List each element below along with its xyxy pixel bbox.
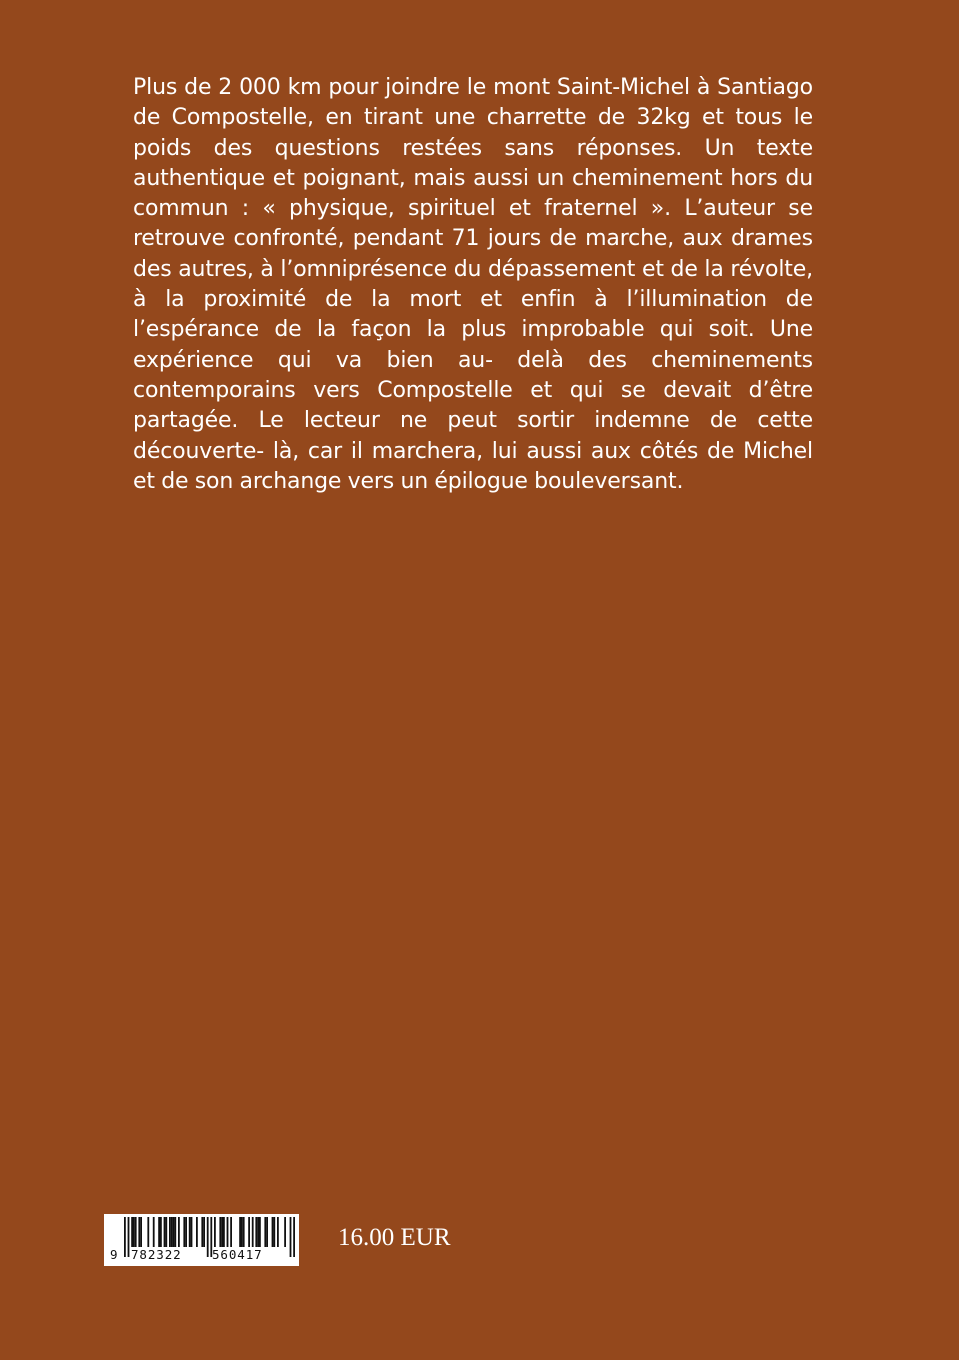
- barcode-bar: [221, 1217, 223, 1247]
- barcode-bar: [252, 1217, 254, 1247]
- barcode-bar: [257, 1217, 259, 1247]
- barcode-bar: [223, 1217, 225, 1247]
- barcode-bar: [183, 1217, 185, 1247]
- barcode-bar: [189, 1217, 191, 1247]
- barcode-left-digits: 782322: [131, 1247, 182, 1262]
- price-label: 16.00 EUR: [338, 1224, 451, 1251]
- barcode-bar: [239, 1217, 241, 1247]
- barcode-bar: [293, 1217, 295, 1257]
- barcode-bar: [128, 1217, 130, 1257]
- barcode-bar: [133, 1217, 135, 1247]
- barcode-bar: [290, 1217, 292, 1257]
- barcode-bar: [214, 1217, 216, 1247]
- barcode-bar: [165, 1217, 167, 1247]
- barcode-bar: [174, 1217, 176, 1247]
- barcode-bar: [264, 1217, 266, 1247]
- barcode-bar: [207, 1217, 209, 1257]
- barcode-bar: [203, 1217, 205, 1247]
- barcode-bar: [153, 1217, 155, 1247]
- barcode-bar: [243, 1217, 245, 1247]
- barcode-bar: [160, 1217, 162, 1247]
- barcode-bar: [255, 1217, 257, 1247]
- barcode-bar: [169, 1217, 171, 1247]
- barcode-bar: [140, 1217, 142, 1247]
- barcode-bar: [277, 1217, 279, 1247]
- blurb-text: Plus de 2 000 km pour joindre le mont Saint-Michel à Santiago de Compostelle, en tirant une charrette de 32kg et tous le poids des questions restées sans réponses. Un texte authentique et poignant, mais aussi un cheminement hors du commun : « physique, spirituel et fraternel ». L’auteur se retrouve confronté, pendant 71 jours de marche, aux drames des autres, à l’omniprésence du dépassement et de la révolte, à la proximité de la mort et enfin à l’illumination de l’espérance de la façon la plus improbable qui soit. Une expérience qui va bien au- delà des cheminements contemporains vers Compostelle et qui se devait d’être partagée. Le lecteur ne peut sortir indemne de cette découverte- là, car il marchera, lui aussi aux côtés de Michel et de son archange vers un épilogue bouleversant.: [133, 75, 813, 494]
- barcode-bar: [272, 1217, 274, 1247]
- barcode-bar: [185, 1217, 187, 1247]
- barcode-bar: [173, 1217, 175, 1247]
- barcode-bar: [171, 1217, 173, 1247]
- barcode-bar: [273, 1217, 275, 1247]
- barcode-lead-digit: 9: [110, 1247, 118, 1262]
- barcode-bar: [196, 1217, 198, 1247]
- barcode-bar: [248, 1217, 250, 1247]
- barcode-right-digits: 560417: [212, 1247, 263, 1262]
- barcode-bar: [147, 1217, 149, 1247]
- barcode-bar: [131, 1217, 133, 1247]
- barcode-bar: [138, 1217, 140, 1247]
- isbn-barcode: [104, 1214, 299, 1266]
- barcode-bar: [259, 1217, 261, 1247]
- barcode-bar: [227, 1217, 229, 1247]
- barcode-bar: [219, 1217, 221, 1247]
- barcode-bar: [135, 1217, 137, 1247]
- barcode-bar: [230, 1217, 232, 1247]
- barcode-bar: [124, 1217, 126, 1257]
- barcode-bar: [266, 1217, 268, 1247]
- barcode-bar: [178, 1217, 180, 1247]
- barcode-bar: [191, 1217, 193, 1247]
- barcode-bar: [158, 1217, 160, 1247]
- barcode-bar: [201, 1217, 203, 1247]
- barcode-bar: [284, 1217, 286, 1247]
- barcode-bar: [164, 1217, 166, 1247]
- barcode-bar: [241, 1217, 243, 1247]
